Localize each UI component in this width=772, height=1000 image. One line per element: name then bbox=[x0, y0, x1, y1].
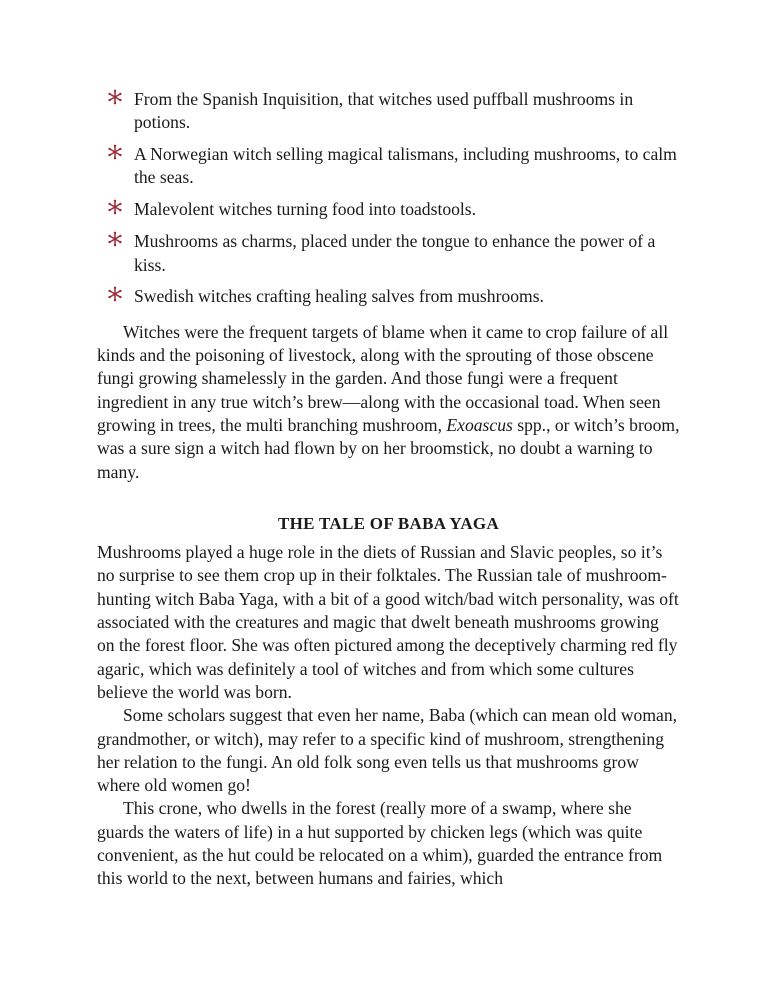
italic-genus-name: Exoascus bbox=[446, 414, 513, 435]
bullet-text: Mushrooms as charms, placed under the tongue to enhance the power of a kiss. bbox=[134, 231, 656, 275]
list-item bbox=[97, 88, 680, 135]
list-item bbox=[97, 285, 680, 308]
list-item bbox=[97, 143, 680, 190]
bullet-list bbox=[97, 88, 680, 309]
paragraph-witches-blame bbox=[97, 321, 680, 484]
asterisk-flower-icon bbox=[107, 199, 123, 215]
asterisk-flower-icon bbox=[107, 144, 123, 160]
asterisk-flower-icon bbox=[107, 286, 123, 302]
page-body bbox=[97, 88, 680, 891]
section-heading: THE TALE OF BABA YAGA bbox=[277, 513, 500, 533]
bullet-text: From the Spanish Inquisition, that witches used puffball mushrooms in potions. bbox=[134, 89, 634, 133]
bullet-text: Malevolent witches turning food into toadstools. bbox=[134, 199, 477, 220]
bullet-text: Swedish witches crafting healing salves from mushrooms. bbox=[134, 286, 544, 307]
list-item bbox=[97, 230, 680, 277]
bullet-text: A Norwegian witch selling magical talismans, including mushrooms, to calm the seas. bbox=[134, 144, 677, 188]
paragraph-crone-hut: This crone, who dwells in the forest (really more of a swamp, where she guards the waters of life) in a hut supported by chicken legs (which was quite convenient, as the hut could be relocated on a whim), guarded the entrance from this world to the next, between humans and fairies, which bbox=[97, 798, 663, 889]
paragraph-text: Witches were the frequent targets of blame when it came to crop failure of all kinds and the poisoning of livestock, along with the sprouting of those obscene fungi growing shamelessly in the garden. And those fungi were a frequent ingredient in any true witch’s brew—along with the occasional toad. When seen growing in trees, the multi branching mushroom, bbox=[97, 321, 669, 435]
paragraph-slavic-diets: Mushrooms played a huge role in the diets of Russian and Slavic peoples, so it’s no surprise to see them crop up in their folktales. The Russian tale of mushroom-hunting witch Baba Yaga, with a bit of a good witch/bad witch personality, was oft associated with the creatures and magic that dwelt beneath mushrooms growing on the forest floor. She was often pictured among the deceptively charming red fly agaric, which was definitely a tool of witches and from which some cultures believe the world was born. bbox=[97, 542, 679, 702]
asterisk-flower-icon bbox=[107, 89, 123, 105]
paragraph-baba-name: Some scholars suggest that even her name, Baba (which can mean old woman, grandmother, or witch), may refer to a specific kind of mushroom, strengthening her relation to the fungi. An old folk song even tells us that mushrooms grow where old women go! bbox=[97, 705, 678, 796]
list-item bbox=[97, 198, 680, 221]
asterisk-flower-icon bbox=[107, 231, 123, 247]
paragraph-text: spp., or witch’s broom, was a sure sign a witch had flown by on her broomstick, no doubt a warning to many. bbox=[97, 414, 680, 482]
